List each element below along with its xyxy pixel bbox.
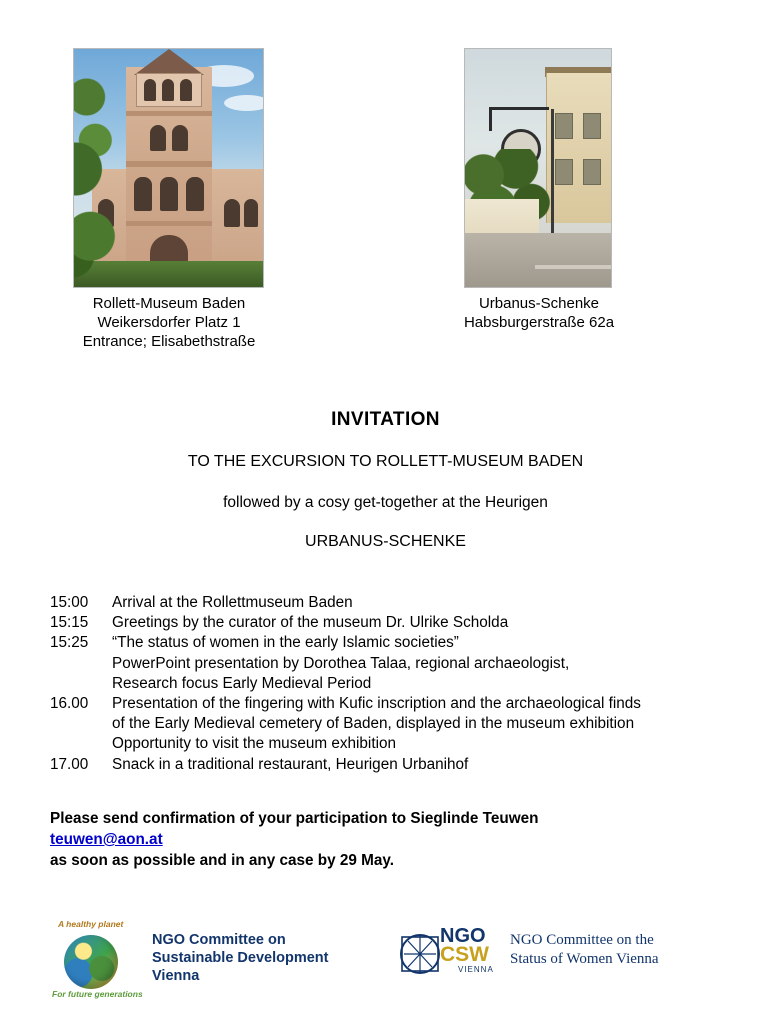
caption-right-line-1: Urbanus-Schenke xyxy=(478,295,600,312)
programme-description-line: “The status of women in the early Islamic societies” xyxy=(112,634,459,652)
caption-left xyxy=(55,294,283,351)
programme-time: 15:00 xyxy=(50,594,89,611)
programme-description xyxy=(112,613,740,633)
caption-left-line-1: Rollett-Museum Baden xyxy=(92,295,246,312)
programme-description-line: Research focus Early Medieval Period xyxy=(112,674,372,692)
logo-name-line-3: Vienna xyxy=(152,968,200,984)
programme-description xyxy=(112,694,740,755)
logo-tagline-top: A healthy planet xyxy=(58,919,124,929)
ngo-sustainable-development-logo xyxy=(52,913,382,999)
belfry-arch xyxy=(144,79,156,101)
belfry-arch xyxy=(162,79,174,101)
street-curb xyxy=(535,265,612,269)
rollett-museum-photo xyxy=(73,48,264,288)
programme-time: 15:25 xyxy=(50,634,89,652)
caption-right xyxy=(444,294,634,332)
logo-name xyxy=(152,931,392,985)
tree-foliage xyxy=(73,49,130,288)
tower-roof xyxy=(134,49,204,75)
building-window xyxy=(583,113,601,139)
programme-description-line: Greetings by the curator of the museum Dr. Ulrike Scholda xyxy=(112,614,509,632)
facade-window xyxy=(186,177,204,211)
contact-email-link[interactable]: teuwen@aon.at xyxy=(50,831,163,848)
building-window xyxy=(555,113,573,139)
programme-description-line: Presentation of the fingering with Kufic inscription and the archaeological finds xyxy=(112,695,641,713)
belfry-arch xyxy=(180,79,192,101)
logo-name-line-2: Sustainable Development xyxy=(152,950,329,966)
programme-time: 17.00 xyxy=(50,755,89,773)
csw-logo-name-line-2: Status of Women Vienna xyxy=(510,951,659,967)
tower-window xyxy=(172,125,188,151)
tower-window xyxy=(150,125,166,151)
wing-window xyxy=(244,199,258,227)
footer-logos xyxy=(0,905,771,1015)
programme-description xyxy=(112,633,740,694)
caption-right-line-2: Habsburgerstraße 62a xyxy=(463,314,615,331)
csw-mark-line-3: VIENNA xyxy=(458,965,494,974)
urbanus-schenke-photo xyxy=(464,48,612,288)
ngo-csw-vienna-logo xyxy=(398,919,718,993)
csw-mark-line-2: CSW xyxy=(440,943,489,966)
programme-item xyxy=(50,633,740,694)
building-window xyxy=(555,159,573,185)
cloud-shape xyxy=(224,95,264,111)
globe-icon xyxy=(64,935,118,989)
programme-item xyxy=(50,613,740,633)
caption-left-line-3: Entrance; Elisabethstraße xyxy=(82,333,256,350)
venue-name: URBANUS-SCHENKE xyxy=(305,533,466,550)
caption-left-line-2: Weikersdorfer Platz 1 xyxy=(97,314,241,331)
facade-cornice xyxy=(126,221,212,226)
programme-item xyxy=(50,755,740,775)
programme-time: 15:15 xyxy=(50,614,89,632)
street-pavement xyxy=(465,233,611,287)
confirmation-deadline: as soon as possible and in any case by 29 May. xyxy=(50,852,395,869)
wing-window xyxy=(224,199,240,227)
programme-description xyxy=(112,593,740,613)
programme-item xyxy=(50,593,740,613)
programme-description-line: Snack in a traditional restaurant, Heurigen Urbanihof xyxy=(112,755,469,773)
facade-window xyxy=(134,177,152,211)
programme-description-line: PowerPoint presentation by Dorothea Talaa, regional archaeologist, xyxy=(112,654,570,672)
get-together-line: followed by a cosy get-together at the Heurigen xyxy=(223,494,548,511)
logo-tagline-bottom: For future generations xyxy=(52,989,143,999)
excursion-subtitle: TO THE EXCURSION TO ROLLETT-MUSEUM BADEN xyxy=(187,453,584,470)
hanging-sign-bracket xyxy=(489,107,492,131)
hanging-sign-bracket xyxy=(489,107,549,110)
programme-description-line: Opportunity to visit the museum exhibition xyxy=(112,735,396,753)
csw-logo-name xyxy=(510,931,720,969)
confirmation-block xyxy=(50,808,740,871)
building-window xyxy=(583,159,601,185)
tower-cornice xyxy=(126,111,212,116)
csw-mark-line-1: NGO xyxy=(440,925,486,947)
programme-list xyxy=(50,593,740,775)
programme-description-line: Arrival at the Rollettmuseum Baden xyxy=(112,594,353,611)
invitation-title: INVITATION xyxy=(331,409,440,430)
programme-time: 16.00 xyxy=(50,695,89,713)
tower-cornice xyxy=(126,161,212,167)
programme-item xyxy=(50,694,740,755)
csw-logo-name-line-1: NGO Committee on the xyxy=(510,932,654,948)
logo-name-line-1: NGO Committee on xyxy=(152,932,286,948)
facade-window xyxy=(160,177,178,211)
programme-description xyxy=(112,755,740,775)
programme-description-line: of the Early Medieval cemetery of Baden, displayed in the museum exhibition xyxy=(112,715,635,733)
confirmation-request: Please send confirmation of your participation to Sieglinde Teuwen xyxy=(50,810,539,827)
